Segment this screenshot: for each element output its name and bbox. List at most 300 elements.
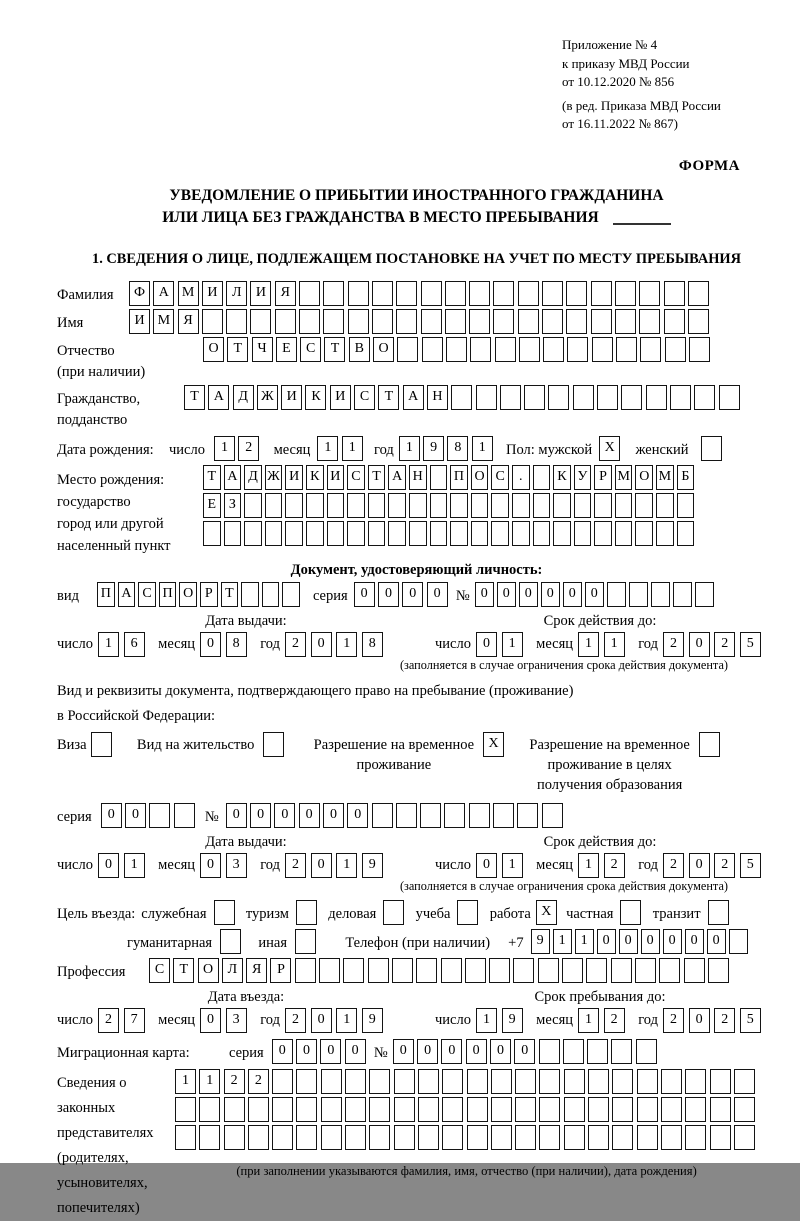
char-box[interactable]	[248, 1097, 269, 1122]
char-box[interactable]	[306, 493, 324, 518]
char-box[interactable]: П	[159, 582, 177, 607]
char-box[interactable]: Л	[222, 958, 243, 983]
char-box[interactable]: 0	[200, 632, 221, 657]
char-box[interactable]: 2	[285, 1008, 306, 1033]
char-box[interactable]: С	[149, 958, 170, 983]
char-box[interactable]	[677, 493, 695, 518]
char-box[interactable]	[615, 281, 636, 306]
char-box[interactable]: Н	[409, 465, 427, 490]
char-box[interactable]	[539, 1069, 560, 1094]
char-box[interactable]	[174, 803, 195, 828]
char-box[interactable]	[708, 958, 729, 983]
char-box[interactable]	[306, 521, 324, 546]
char-box[interactable]	[471, 493, 489, 518]
char-box[interactable]	[543, 337, 564, 362]
char-box[interactable]: 1	[578, 632, 599, 657]
char-box[interactable]	[517, 803, 538, 828]
char-box[interactable]	[701, 436, 722, 461]
char-box[interactable]: 0	[125, 803, 146, 828]
char-box[interactable]	[515, 1125, 536, 1150]
char-box[interactable]	[542, 281, 563, 306]
char-box[interactable]: Ч	[252, 337, 273, 362]
char-box[interactable]	[319, 958, 340, 983]
char-box[interactable]	[422, 337, 443, 362]
char-box[interactable]: 0	[311, 853, 332, 878]
char-box[interactable]	[665, 337, 686, 362]
char-box[interactable]: Е	[276, 337, 297, 362]
char-box[interactable]	[621, 385, 642, 410]
char-box[interactable]: 1	[124, 853, 145, 878]
char-box[interactable]: Д	[244, 465, 262, 490]
char-box[interactable]: М	[615, 465, 633, 490]
char-box[interactable]	[224, 1125, 245, 1150]
char-box[interactable]: 1	[575, 929, 594, 954]
char-box[interactable]	[512, 493, 530, 518]
char-box[interactable]	[611, 1039, 632, 1064]
char-box[interactable]: 0	[619, 929, 638, 954]
char-box[interactable]: 1	[476, 1008, 497, 1033]
char-box[interactable]: Ф	[129, 281, 150, 306]
char-box[interactable]	[515, 1097, 536, 1122]
char-box[interactable]	[493, 803, 514, 828]
char-box[interactable]	[661, 1097, 682, 1122]
char-box[interactable]	[442, 1069, 463, 1094]
char-box[interactable]	[321, 1097, 342, 1122]
char-box[interactable]	[637, 1069, 658, 1094]
char-box[interactable]	[564, 1069, 585, 1094]
char-box[interactable]	[493, 309, 514, 334]
char-box[interactable]	[677, 521, 695, 546]
char-box[interactable]	[394, 1069, 415, 1094]
char-box[interactable]	[430, 521, 448, 546]
char-box[interactable]	[661, 1125, 682, 1150]
char-box[interactable]	[563, 1039, 584, 1064]
char-box[interactable]: Ж	[265, 465, 283, 490]
char-box[interactable]	[295, 958, 316, 983]
char-box[interactable]	[615, 493, 633, 518]
char-box[interactable]: 0	[296, 1039, 317, 1064]
char-box[interactable]	[467, 1069, 488, 1094]
char-box[interactable]: М	[153, 309, 174, 334]
char-box[interactable]	[491, 1125, 512, 1150]
char-box[interactable]	[500, 385, 521, 410]
char-box[interactable]	[635, 493, 653, 518]
char-box[interactable]	[635, 958, 656, 983]
char-box[interactable]	[493, 281, 514, 306]
char-box[interactable]	[719, 385, 740, 410]
char-box[interactable]: С	[300, 337, 321, 362]
char-box[interactable]: С	[138, 582, 156, 607]
char-box[interactable]: 2	[224, 1069, 245, 1094]
char-box[interactable]: 1	[553, 929, 572, 954]
char-box[interactable]: 0	[98, 853, 119, 878]
char-box[interactable]: 2	[604, 1008, 625, 1033]
char-box[interactable]	[282, 582, 300, 607]
char-box[interactable]	[442, 1097, 463, 1122]
char-box[interactable]	[533, 493, 551, 518]
char-box[interactable]	[418, 1069, 439, 1094]
char-box[interactable]	[612, 1125, 633, 1150]
char-box[interactable]: В	[349, 337, 370, 362]
char-box[interactable]	[296, 1097, 317, 1122]
char-box[interactable]	[597, 385, 618, 410]
char-box[interactable]	[639, 281, 660, 306]
char-box[interactable]	[396, 803, 417, 828]
char-box[interactable]	[673, 582, 692, 607]
char-box[interactable]	[372, 309, 393, 334]
char-box[interactable]: А	[224, 465, 242, 490]
char-box[interactable]: 2	[663, 1008, 684, 1033]
char-box[interactable]	[465, 958, 486, 983]
char-box[interactable]: 1	[336, 632, 357, 657]
char-box[interactable]	[388, 521, 406, 546]
char-box[interactable]	[734, 1069, 755, 1094]
char-box[interactable]	[296, 1125, 317, 1150]
char-box[interactable]: 0	[427, 582, 448, 607]
char-box[interactable]: 7	[124, 1008, 145, 1033]
char-box[interactable]: Д	[233, 385, 254, 410]
char-box[interactable]	[469, 803, 490, 828]
char-box[interactable]	[327, 521, 345, 546]
char-box[interactable]	[272, 1125, 293, 1150]
char-box[interactable]	[396, 309, 417, 334]
char-box[interactable]	[199, 1097, 220, 1122]
char-box[interactable]	[345, 1097, 366, 1122]
char-box[interactable]: 0	[323, 803, 344, 828]
char-box[interactable]: 2	[604, 853, 625, 878]
char-box[interactable]	[418, 1097, 439, 1122]
char-box[interactable]: М	[656, 465, 674, 490]
char-box[interactable]	[323, 281, 344, 306]
char-box[interactable]	[244, 521, 262, 546]
char-box[interactable]	[616, 337, 637, 362]
char-box[interactable]	[262, 582, 280, 607]
char-box[interactable]	[467, 1125, 488, 1150]
char-box[interactable]: Л	[226, 281, 247, 306]
char-box[interactable]	[420, 803, 441, 828]
char-box[interactable]	[394, 1097, 415, 1122]
char-box[interactable]	[562, 958, 583, 983]
char-box[interactable]	[533, 521, 551, 546]
char-box[interactable]	[553, 521, 571, 546]
char-box[interactable]: Р	[594, 465, 612, 490]
char-box[interactable]	[224, 1097, 245, 1122]
char-box[interactable]: 1	[502, 853, 523, 878]
char-box[interactable]	[588, 1125, 609, 1150]
char-box[interactable]: 0	[541, 582, 560, 607]
char-box[interactable]: 0	[101, 803, 122, 828]
char-box[interactable]: 9	[362, 853, 383, 878]
char-box[interactable]	[689, 337, 710, 362]
char-box[interactable]	[295, 929, 316, 954]
char-box[interactable]	[591, 309, 612, 334]
char-box[interactable]	[445, 309, 466, 334]
char-box[interactable]	[345, 1069, 366, 1094]
char-box[interactable]: Т	[203, 465, 221, 490]
char-box[interactable]	[538, 958, 559, 983]
char-box[interactable]: О	[635, 465, 653, 490]
char-box[interactable]: Ж	[257, 385, 278, 410]
char-box[interactable]	[670, 385, 691, 410]
char-box[interactable]: Т	[378, 385, 399, 410]
char-box[interactable]	[539, 1097, 560, 1122]
char-box[interactable]	[489, 958, 510, 983]
char-box[interactable]	[518, 281, 539, 306]
char-box[interactable]	[345, 1125, 366, 1150]
char-box[interactable]: Е	[203, 493, 221, 518]
char-box[interactable]: 5	[740, 632, 761, 657]
char-box[interactable]	[495, 337, 516, 362]
char-box[interactable]	[451, 385, 472, 410]
char-box[interactable]: С	[354, 385, 375, 410]
char-box[interactable]	[285, 493, 303, 518]
char-box[interactable]	[533, 465, 551, 490]
char-box[interactable]: С	[491, 465, 509, 490]
char-box[interactable]: 8	[447, 436, 468, 461]
char-box[interactable]	[327, 493, 345, 518]
char-box[interactable]: 8	[226, 632, 247, 657]
char-box[interactable]	[491, 521, 509, 546]
char-box[interactable]: 0	[476, 853, 497, 878]
char-box[interactable]: Р	[270, 958, 291, 983]
char-box[interactable]: 0	[347, 803, 368, 828]
char-box[interactable]: 0	[441, 1039, 462, 1064]
char-box[interactable]	[265, 521, 283, 546]
char-box[interactable]	[612, 1097, 633, 1122]
char-box[interactable]	[729, 929, 748, 954]
char-box[interactable]	[418, 1125, 439, 1150]
char-box[interactable]	[369, 1097, 390, 1122]
char-box[interactable]	[688, 309, 709, 334]
char-box[interactable]	[566, 281, 587, 306]
char-box[interactable]: 0	[597, 929, 616, 954]
char-box[interactable]	[515, 1069, 536, 1094]
char-box[interactable]: 9	[423, 436, 444, 461]
char-box[interactable]: 1	[502, 632, 523, 657]
char-box[interactable]	[637, 1097, 658, 1122]
char-box[interactable]	[383, 900, 404, 925]
char-box[interactable]	[656, 521, 674, 546]
char-box[interactable]	[368, 493, 386, 518]
char-box[interactable]: А	[403, 385, 424, 410]
char-box[interactable]	[566, 309, 587, 334]
char-box[interactable]: 1	[214, 436, 235, 461]
char-box[interactable]	[491, 1069, 512, 1094]
char-box[interactable]	[688, 281, 709, 306]
char-box[interactable]: 0	[311, 632, 332, 657]
char-box[interactable]: 0	[378, 582, 399, 607]
char-box[interactable]: И	[281, 385, 302, 410]
char-box[interactable]	[372, 281, 393, 306]
char-box[interactable]: 2	[248, 1069, 269, 1094]
char-box[interactable]	[640, 337, 661, 362]
char-box[interactable]: 2	[714, 632, 735, 657]
char-box[interactable]: 0	[466, 1039, 487, 1064]
char-box[interactable]: 2	[714, 1008, 735, 1033]
char-box[interactable]: 9	[362, 1008, 383, 1033]
char-box[interactable]	[450, 493, 468, 518]
char-box[interactable]	[651, 582, 670, 607]
char-box[interactable]	[469, 309, 490, 334]
char-box[interactable]: С	[347, 465, 365, 490]
char-box[interactable]	[594, 493, 612, 518]
char-box[interactable]	[573, 385, 594, 410]
char-box[interactable]: 1	[317, 436, 338, 461]
char-box[interactable]	[372, 803, 393, 828]
char-box[interactable]	[542, 803, 563, 828]
char-box[interactable]	[708, 900, 729, 925]
char-box[interactable]	[430, 465, 448, 490]
char-box[interactable]	[416, 958, 437, 983]
char-box[interactable]	[450, 521, 468, 546]
char-box[interactable]	[518, 309, 539, 334]
char-box[interactable]: Я	[275, 281, 296, 306]
char-box[interactable]	[586, 958, 607, 983]
char-box[interactable]	[587, 1039, 608, 1064]
char-box[interactable]: 0	[497, 582, 516, 607]
char-box[interactable]	[392, 958, 413, 983]
char-box[interactable]	[421, 309, 442, 334]
char-box[interactable]: 0	[689, 1008, 710, 1033]
char-box[interactable]: 0	[299, 803, 320, 828]
char-box[interactable]	[635, 521, 653, 546]
char-box[interactable]	[664, 281, 685, 306]
char-box[interactable]	[710, 1125, 731, 1150]
char-box[interactable]	[397, 337, 418, 362]
char-box[interactable]: 0	[689, 853, 710, 878]
char-box[interactable]	[553, 493, 571, 518]
char-box[interactable]: 1	[336, 1008, 357, 1033]
char-box[interactable]	[343, 958, 364, 983]
char-box[interactable]: О	[198, 958, 219, 983]
char-box[interactable]	[409, 521, 427, 546]
char-box[interactable]: З	[224, 493, 242, 518]
char-box[interactable]: 6	[124, 632, 145, 657]
char-box[interactable]	[656, 493, 674, 518]
char-box[interactable]: 1	[399, 436, 420, 461]
char-box[interactable]	[629, 582, 648, 607]
char-box[interactable]	[539, 1039, 560, 1064]
char-box[interactable]	[476, 385, 497, 410]
char-box[interactable]	[471, 521, 489, 546]
char-box[interactable]: 1	[578, 1008, 599, 1033]
char-box[interactable]	[149, 803, 170, 828]
char-box[interactable]: 1	[336, 853, 357, 878]
char-box[interactable]: Р	[200, 582, 218, 607]
char-box[interactable]	[409, 493, 427, 518]
char-box[interactable]	[368, 958, 389, 983]
char-box[interactable]	[248, 1125, 269, 1150]
char-box[interactable]: А	[118, 582, 136, 607]
char-box[interactable]: Т	[324, 337, 345, 362]
char-box[interactable]	[594, 521, 612, 546]
char-box[interactable]	[470, 337, 491, 362]
char-box[interactable]	[611, 958, 632, 983]
char-box[interactable]	[519, 337, 540, 362]
char-box[interactable]: 9	[502, 1008, 523, 1033]
char-box[interactable]: 0	[663, 929, 682, 954]
char-box[interactable]	[636, 1039, 657, 1064]
char-box[interactable]	[299, 281, 320, 306]
char-box[interactable]: П	[97, 582, 115, 607]
char-box[interactable]	[548, 385, 569, 410]
char-box[interactable]: 0	[311, 1008, 332, 1033]
char-box[interactable]: Б	[677, 465, 695, 490]
char-box[interactable]	[491, 493, 509, 518]
char-box[interactable]	[214, 900, 235, 925]
char-box[interactable]	[445, 281, 466, 306]
char-box[interactable]	[699, 732, 720, 757]
char-box[interactable]: 2	[663, 632, 684, 657]
char-box[interactable]: О	[373, 337, 394, 362]
char-box[interactable]: 0	[585, 582, 604, 607]
char-box[interactable]	[265, 493, 283, 518]
char-box[interactable]	[272, 1069, 293, 1094]
char-box[interactable]: Н	[427, 385, 448, 410]
char-box[interactable]: А	[208, 385, 229, 410]
char-box[interactable]	[612, 1069, 633, 1094]
char-box[interactable]	[321, 1069, 342, 1094]
char-box[interactable]	[369, 1125, 390, 1150]
char-box[interactable]	[368, 521, 386, 546]
char-box[interactable]	[685, 1097, 706, 1122]
char-box[interactable]: Т	[368, 465, 386, 490]
char-box[interactable]: 0	[641, 929, 660, 954]
char-box[interactable]: 0	[393, 1039, 414, 1064]
char-box[interactable]: 0	[345, 1039, 366, 1064]
char-box[interactable]	[299, 309, 320, 334]
char-box[interactable]: 8	[362, 632, 383, 657]
char-box[interactable]: 0	[689, 632, 710, 657]
char-box[interactable]	[646, 385, 667, 410]
char-box[interactable]: Т	[184, 385, 205, 410]
char-box[interactable]: 3	[226, 1008, 247, 1033]
char-box[interactable]: 2	[98, 1008, 119, 1033]
char-box[interactable]: Я	[246, 958, 267, 983]
char-box[interactable]: X	[483, 732, 504, 757]
char-box[interactable]: 3	[226, 853, 247, 878]
char-box[interactable]: 1	[342, 436, 363, 461]
char-box[interactable]: Т	[173, 958, 194, 983]
char-box[interactable]	[664, 309, 685, 334]
char-box[interactable]: 1	[199, 1069, 220, 1094]
char-box[interactable]: А	[388, 465, 406, 490]
char-box[interactable]: У	[574, 465, 592, 490]
char-box[interactable]	[659, 958, 680, 983]
char-box[interactable]: 0	[272, 1039, 293, 1064]
char-box[interactable]	[661, 1069, 682, 1094]
char-box[interactable]: 0	[563, 582, 582, 607]
char-box[interactable]	[542, 309, 563, 334]
char-box[interactable]	[388, 493, 406, 518]
char-box[interactable]: К	[553, 465, 571, 490]
char-box[interactable]: 2	[285, 632, 306, 657]
char-box[interactable]	[244, 493, 262, 518]
char-box[interactable]	[369, 1069, 390, 1094]
char-box[interactable]	[588, 1097, 609, 1122]
char-box[interactable]	[224, 521, 242, 546]
char-box[interactable]	[564, 1125, 585, 1150]
char-box[interactable]	[684, 958, 705, 983]
char-box[interactable]	[592, 337, 613, 362]
char-box[interactable]	[685, 1069, 706, 1094]
char-box[interactable]	[710, 1069, 731, 1094]
char-box[interactable]: 0	[685, 929, 704, 954]
char-box[interactable]	[457, 900, 478, 925]
char-box[interactable]: 0	[354, 582, 375, 607]
char-box[interactable]: И	[330, 385, 351, 410]
char-box[interactable]	[91, 732, 112, 757]
